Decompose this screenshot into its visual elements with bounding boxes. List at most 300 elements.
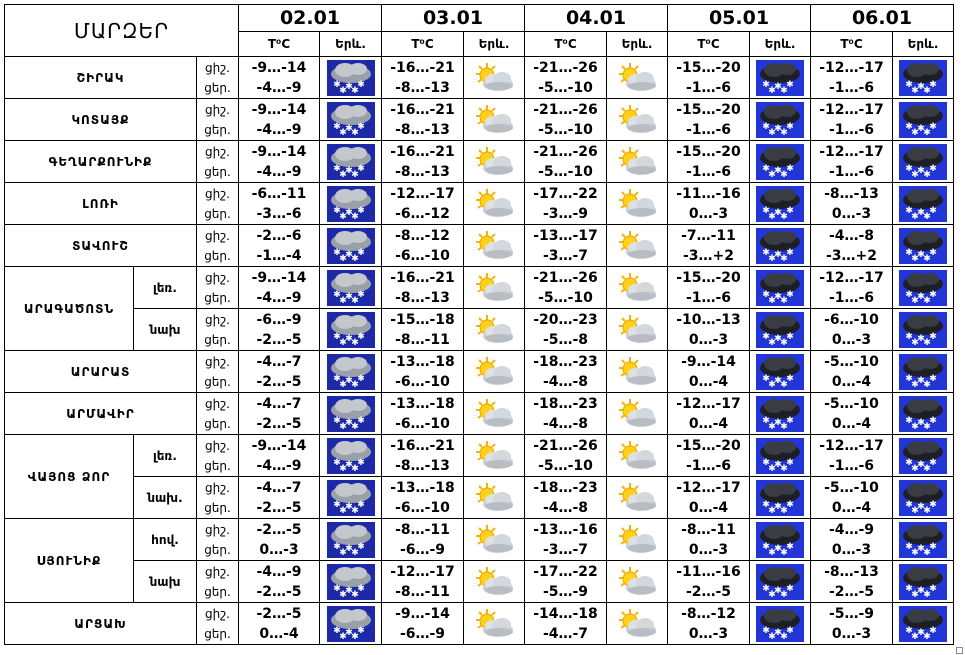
day-temperature: -4…-9 xyxy=(256,79,302,96)
weather-icon-cell xyxy=(464,561,525,603)
temperature-cell xyxy=(668,477,750,519)
night-temperature: -18…-23 xyxy=(533,479,598,496)
sun-cloud-icon xyxy=(472,481,516,515)
weather-icon-cell xyxy=(893,267,954,309)
region-name: ԿՈՏԱՅՔ xyxy=(5,99,197,141)
weather-icon-cell xyxy=(607,225,668,267)
weather-icon-cell xyxy=(320,57,382,99)
night-temperature: -21…-26 xyxy=(533,59,598,76)
svg-text:✱: ✱ xyxy=(929,373,937,384)
svg-text:✱: ✱ xyxy=(774,543,782,554)
svg-text:✱: ✱ xyxy=(350,169,359,180)
snow-cloud-icon xyxy=(327,396,375,432)
day-label: ցեր. xyxy=(204,458,231,473)
svg-text:✱: ✱ xyxy=(911,379,919,390)
dark-snow-cloud-icon xyxy=(899,186,947,222)
weather-icon-cell xyxy=(750,435,811,477)
svg-text:✱: ✱ xyxy=(929,205,937,216)
day-temperature: 0…-4 xyxy=(688,373,729,390)
svg-text:✱: ✱ xyxy=(332,289,341,300)
svg-text:✱: ✱ xyxy=(929,247,937,258)
svg-text:✱: ✱ xyxy=(338,421,347,432)
night-temperature: -2…-5 xyxy=(256,605,302,622)
day-temperature: -8…-13 xyxy=(395,289,450,306)
svg-text:✱: ✱ xyxy=(338,379,347,390)
night-temperature: -18…-23 xyxy=(533,395,598,412)
svg-text:✱: ✱ xyxy=(905,457,913,468)
temperature-cell xyxy=(382,309,464,351)
svg-text:✱: ✱ xyxy=(911,421,919,432)
svg-text:✱: ✱ xyxy=(338,547,347,558)
forecast-table xyxy=(4,4,954,645)
night-temperature: -7…-11 xyxy=(681,227,736,244)
temperature-cell xyxy=(525,435,607,477)
day-night-labels xyxy=(197,57,239,99)
svg-text:✱: ✱ xyxy=(762,121,770,132)
svg-text:✱: ✱ xyxy=(911,631,919,642)
temperature-cell xyxy=(239,141,320,183)
svg-text:✱: ✱ xyxy=(344,123,353,134)
svg-text:✱: ✱ xyxy=(786,79,794,90)
svg-text:✱: ✱ xyxy=(344,291,353,302)
night-label: ցիշ. xyxy=(204,522,230,537)
svg-text:✱: ✱ xyxy=(344,459,353,470)
table-row xyxy=(5,267,954,309)
svg-text:✱: ✱ xyxy=(356,331,365,342)
svg-text:✱: ✱ xyxy=(917,459,925,470)
dark-snow-cloud-icon xyxy=(899,228,947,264)
weather-icon-cell xyxy=(464,519,525,561)
night-temperature: -11…-16 xyxy=(676,563,741,580)
dark-snow-cloud-icon xyxy=(899,354,947,390)
svg-text:✱: ✱ xyxy=(911,211,919,222)
temperature-cell xyxy=(811,603,893,645)
snow-cloud-icon xyxy=(327,354,375,390)
table-row xyxy=(5,225,954,267)
dark-snow-cloud-icon xyxy=(756,60,804,96)
svg-text:✱: ✱ xyxy=(344,627,353,638)
night-temperature: -12…-17 xyxy=(676,479,741,496)
weather-icon-cell xyxy=(893,351,954,393)
svg-text:✱: ✱ xyxy=(774,333,782,344)
day-night-labels xyxy=(197,519,239,561)
day-temperature: -4…-7 xyxy=(542,625,589,642)
svg-text:✱: ✱ xyxy=(780,589,788,600)
svg-text:✱: ✱ xyxy=(356,163,365,174)
temperature-cell xyxy=(811,225,893,267)
svg-text:✱: ✱ xyxy=(762,163,770,174)
dark-snow-cloud-icon xyxy=(899,480,947,516)
svg-text:✱: ✱ xyxy=(917,207,925,218)
night-temperature: -9…-14 xyxy=(395,605,450,622)
weather-icon-cell xyxy=(320,99,382,141)
svg-text:✱: ✱ xyxy=(762,625,770,636)
svg-text:✱: ✱ xyxy=(332,415,341,426)
svg-text:✱: ✱ xyxy=(929,79,937,90)
svg-text:✱: ✱ xyxy=(762,457,770,468)
night-temperature: -8…-13 xyxy=(824,563,879,580)
svg-text:✱: ✱ xyxy=(917,627,925,638)
phenomenon-header: Երև. xyxy=(607,32,668,57)
temperature-cell xyxy=(811,393,893,435)
day-temperature: 0…-3 xyxy=(831,625,872,642)
sun-cloud-icon xyxy=(472,271,516,305)
temperature-cell xyxy=(239,267,320,309)
day-label: ցեր. xyxy=(204,80,231,95)
snow-cloud-icon xyxy=(327,102,375,138)
svg-text:✱: ✱ xyxy=(350,463,359,474)
temperature-cell xyxy=(525,603,607,645)
svg-text:✱: ✱ xyxy=(774,459,782,470)
dark-snow-cloud-icon xyxy=(899,102,947,138)
day-temperature: -8…-11 xyxy=(395,583,450,600)
svg-text:✱: ✱ xyxy=(344,375,353,386)
svg-text:✱: ✱ xyxy=(774,501,782,512)
day-temperature: -2…-5 xyxy=(256,499,302,516)
weather-icon-cell xyxy=(750,351,811,393)
sun-cloud-icon xyxy=(472,523,516,557)
night-temperature: -18…-23 xyxy=(533,353,598,370)
sun-cloud-icon xyxy=(615,313,659,347)
temperature-cell xyxy=(668,603,750,645)
dark-snow-cloud-icon xyxy=(899,60,947,96)
svg-text:✱: ✱ xyxy=(929,163,937,174)
svg-text:✱: ✱ xyxy=(344,501,353,512)
region-name: ԱՐԱԳԱԾՈՏՆ xyxy=(5,267,134,351)
weather-icon-cell xyxy=(750,99,811,141)
svg-text:✱: ✱ xyxy=(350,589,359,600)
night-label: ցիշ. xyxy=(204,480,230,495)
svg-text:✱: ✱ xyxy=(762,583,770,594)
region-name: ՎԱՅՈՑ ՁՈՐ xyxy=(5,435,134,519)
temperature-cell xyxy=(382,351,464,393)
svg-text:✱: ✱ xyxy=(356,289,365,300)
night-temperature: -12…-17 xyxy=(676,395,741,412)
day-temperature: -1…-6 xyxy=(828,457,875,474)
svg-text:✱: ✱ xyxy=(917,123,925,134)
svg-text:✱: ✱ xyxy=(338,631,347,642)
temperature-cell xyxy=(239,603,320,645)
temperature-cell xyxy=(525,141,607,183)
night-temperature: -9…-14 xyxy=(251,101,307,118)
svg-text:✱: ✱ xyxy=(338,589,347,600)
sun-cloud-icon xyxy=(472,565,516,599)
svg-text:✱: ✱ xyxy=(332,583,341,594)
night-temperature: -8…-11 xyxy=(681,521,736,538)
night-temperature: -13…-18 xyxy=(390,479,455,496)
day-label: ցեր. xyxy=(204,248,231,263)
dark-snow-cloud-icon xyxy=(899,606,947,642)
weather-icon-cell xyxy=(464,393,525,435)
day-night-labels xyxy=(197,141,239,183)
svg-text:✱: ✱ xyxy=(774,165,782,176)
resize-handle[interactable] xyxy=(956,647,963,654)
svg-text:✱: ✱ xyxy=(780,547,788,558)
subregion-name: լեռ. xyxy=(134,267,197,309)
weather-icon-cell xyxy=(750,183,811,225)
temperature-cell xyxy=(811,267,893,309)
weather-icon-cell xyxy=(607,477,668,519)
night-temperature: -15…-20 xyxy=(676,101,741,118)
weather-icon-cell xyxy=(607,603,668,645)
svg-text:✱: ✱ xyxy=(780,253,788,264)
sun-cloud-icon xyxy=(615,565,659,599)
sun-cloud-icon xyxy=(472,439,516,473)
svg-text:✱: ✱ xyxy=(786,541,794,552)
day-temperature: 0…-3 xyxy=(688,205,729,222)
dark-snow-cloud-icon xyxy=(899,270,947,306)
weather-icon-cell xyxy=(893,393,954,435)
night-label: ցիշ. xyxy=(204,312,230,327)
weather-icon-cell xyxy=(464,57,525,99)
night-temperature: -16…-21 xyxy=(390,269,455,286)
sun-cloud-icon xyxy=(472,355,516,389)
svg-text:✱: ✱ xyxy=(786,373,794,384)
svg-text:✱: ✱ xyxy=(332,457,341,468)
svg-text:✱: ✱ xyxy=(762,289,770,300)
svg-text:✱: ✱ xyxy=(780,85,788,96)
svg-text:✱: ✱ xyxy=(911,547,919,558)
dark-snow-cloud-icon xyxy=(756,270,804,306)
night-temperature: -12…-17 xyxy=(819,59,884,76)
dark-snow-cloud-icon xyxy=(756,186,804,222)
weather-icon-cell xyxy=(893,225,954,267)
svg-text:✱: ✱ xyxy=(344,417,353,428)
night-temperature: -12…-17 xyxy=(390,563,455,580)
dark-snow-cloud-icon xyxy=(756,480,804,516)
weather-icon-cell xyxy=(464,603,525,645)
svg-text:✱: ✱ xyxy=(338,295,347,306)
day-temperature: -1…-6 xyxy=(828,163,875,180)
temperature-cell xyxy=(668,141,750,183)
snow-cloud-icon xyxy=(327,144,375,180)
subregion-name: հով. xyxy=(134,519,197,561)
weather-icon-cell xyxy=(607,561,668,603)
svg-text:✱: ✱ xyxy=(762,331,770,342)
region-name: ԼՈՌԻ xyxy=(5,183,197,225)
dark-snow-cloud-icon xyxy=(756,312,804,348)
weather-icon-cell xyxy=(893,99,954,141)
svg-text:✱: ✱ xyxy=(768,85,776,96)
svg-text:✱: ✱ xyxy=(768,379,776,390)
night-temperature: -2…-6 xyxy=(256,227,302,244)
snow-cloud-icon xyxy=(327,480,375,516)
day-temperature: -4…-9 xyxy=(256,163,302,180)
subregion-name: նախ xyxy=(134,309,197,351)
weather-icon-cell xyxy=(320,603,382,645)
svg-text:✱: ✱ xyxy=(774,291,782,302)
svg-text:✱: ✱ xyxy=(905,415,913,426)
temperature-cell xyxy=(382,561,464,603)
svg-text:✱: ✱ xyxy=(344,207,353,218)
night-temperature: -8…-11 xyxy=(395,521,450,538)
day-temperature: 0…-3 xyxy=(688,625,729,642)
weather-icon-cell xyxy=(320,393,382,435)
day-temperature: -4…-9 xyxy=(256,121,302,138)
sun-cloud-icon xyxy=(472,145,516,179)
day-temperature: -1…-6 xyxy=(828,289,875,306)
temperature-cell xyxy=(382,225,464,267)
temperature-cell xyxy=(239,225,320,267)
weather-icon-cell xyxy=(320,309,382,351)
weather-icon-cell xyxy=(464,141,525,183)
night-temperature: -4…-8 xyxy=(828,227,875,244)
day-label: ցեր. xyxy=(204,332,231,347)
temperature-cell xyxy=(811,351,893,393)
dark-snow-cloud-icon xyxy=(756,396,804,432)
svg-text:✱: ✱ xyxy=(768,505,776,516)
svg-text:✱: ✱ xyxy=(332,205,341,216)
dark-snow-cloud-icon xyxy=(756,102,804,138)
sun-cloud-icon xyxy=(615,61,659,95)
svg-text:✱: ✱ xyxy=(917,165,925,176)
svg-text:✱: ✱ xyxy=(905,373,913,384)
svg-text:✱: ✱ xyxy=(338,337,347,348)
weather-icon-cell xyxy=(607,57,668,99)
night-temperature: -8…-13 xyxy=(824,185,879,202)
night-label: ցիշ. xyxy=(204,60,230,75)
weather-icon-cell xyxy=(464,99,525,141)
dark-snow-cloud-icon xyxy=(899,144,947,180)
sun-cloud-icon xyxy=(472,103,516,137)
temperature-cell xyxy=(382,519,464,561)
dark-snow-cloud-icon xyxy=(899,438,947,474)
day-temperature: 0…-4 xyxy=(831,499,872,516)
svg-text:✱: ✱ xyxy=(356,205,365,216)
svg-text:✱: ✱ xyxy=(917,585,925,596)
sun-cloud-icon xyxy=(615,523,659,557)
svg-text:✱: ✱ xyxy=(768,421,776,432)
svg-text:✱: ✱ xyxy=(911,295,919,306)
weather-icon-cell xyxy=(750,519,811,561)
temperature-cell xyxy=(668,99,750,141)
sun-cloud-icon xyxy=(615,103,659,137)
day-label: ցեր. xyxy=(204,584,231,599)
night-temperature: -9…-14 xyxy=(251,143,307,160)
weather-icon-cell xyxy=(464,267,525,309)
svg-text:✱: ✱ xyxy=(356,247,365,258)
svg-text:✱: ✱ xyxy=(929,415,937,426)
svg-text:✱: ✱ xyxy=(768,253,776,264)
region-name: ԳԵՂԱՐՔՈՒՆԻՔ xyxy=(5,141,197,183)
svg-text:✱: ✱ xyxy=(344,165,353,176)
night-temperature: -6…-11 xyxy=(251,185,307,202)
svg-text:✱: ✱ xyxy=(350,421,359,432)
weather-icon-cell xyxy=(320,267,382,309)
day-temperature: -8…-11 xyxy=(395,331,450,348)
weather-icon-cell xyxy=(893,477,954,519)
dark-snow-cloud-icon xyxy=(756,438,804,474)
temperature-cell xyxy=(525,519,607,561)
weather-icon-cell xyxy=(750,309,811,351)
night-label: ցիշ. xyxy=(204,564,230,579)
day-temperature: -5…-10 xyxy=(538,79,593,96)
svg-text:✱: ✱ xyxy=(911,127,919,138)
date-header: 04.01 xyxy=(525,5,668,32)
region-name: ԱՐԱՐԱՏ xyxy=(5,351,197,393)
weather-icon-cell xyxy=(750,141,811,183)
svg-text:✱: ✱ xyxy=(338,253,347,264)
day-temperature: 0…-4 xyxy=(831,415,872,432)
svg-text:✱: ✱ xyxy=(905,289,913,300)
day-temperature: -2…-5 xyxy=(256,331,302,348)
day-temperature: 0…-3 xyxy=(688,331,729,348)
night-temperature: -13…-18 xyxy=(390,353,455,370)
temperature-cell xyxy=(668,309,750,351)
svg-text:✱: ✱ xyxy=(356,541,365,552)
sun-cloud-icon xyxy=(472,187,516,221)
svg-text:✱: ✱ xyxy=(350,127,359,138)
svg-text:✱: ✱ xyxy=(911,505,919,516)
night-temperature: -4…-9 xyxy=(256,563,302,580)
svg-text:✱: ✱ xyxy=(929,625,937,636)
night-temperature: -12…-17 xyxy=(819,269,884,286)
sun-cloud-icon xyxy=(472,229,516,263)
night-label: ցիշ. xyxy=(204,144,230,159)
phenomenon-header: Երև. xyxy=(320,32,382,57)
svg-text:✱: ✱ xyxy=(344,333,353,344)
temperature-header: T⁰C xyxy=(668,32,750,57)
svg-text:✱: ✱ xyxy=(774,585,782,596)
night-temperature: -14…-18 xyxy=(533,605,598,622)
phenomenon-header: Երև. xyxy=(750,32,811,57)
snow-cloud-icon xyxy=(327,270,375,306)
date-header: 03.01 xyxy=(382,5,525,32)
temperature-cell xyxy=(382,477,464,519)
svg-text:✱: ✱ xyxy=(923,295,931,306)
subregion-name: նախ. xyxy=(134,477,197,519)
svg-text:✱: ✱ xyxy=(929,499,937,510)
weather-icon-cell xyxy=(893,57,954,99)
day-temperature: -5…-10 xyxy=(538,289,593,306)
table-row xyxy=(5,141,954,183)
temperature-cell xyxy=(382,183,464,225)
svg-text:✱: ✱ xyxy=(780,505,788,516)
svg-text:✱: ✱ xyxy=(332,121,341,132)
night-temperature: -21…-26 xyxy=(533,143,598,160)
weather-icon-cell xyxy=(893,309,954,351)
temperature-cell xyxy=(239,309,320,351)
night-label: ցիշ. xyxy=(204,606,230,621)
svg-text:✱: ✱ xyxy=(786,205,794,216)
temperature-cell xyxy=(525,393,607,435)
weather-icon-cell xyxy=(464,183,525,225)
svg-text:✱: ✱ xyxy=(786,163,794,174)
dark-snow-cloud-icon xyxy=(899,564,947,600)
svg-text:✱: ✱ xyxy=(774,81,782,92)
night-temperature: -6…-10 xyxy=(824,311,879,328)
temperature-cell xyxy=(811,561,893,603)
svg-text:✱: ✱ xyxy=(768,631,776,642)
temperature-cell xyxy=(525,351,607,393)
snow-cloud-icon xyxy=(327,522,375,558)
night-temperature: -13…-18 xyxy=(390,395,455,412)
night-temperature: -15…-20 xyxy=(676,437,741,454)
night-temperature: -21…-26 xyxy=(533,269,598,286)
table-row xyxy=(5,309,954,351)
svg-text:✱: ✱ xyxy=(344,249,353,260)
temperature-cell xyxy=(382,435,464,477)
svg-text:✱: ✱ xyxy=(786,625,794,636)
svg-text:✱: ✱ xyxy=(917,291,925,302)
svg-text:✱: ✱ xyxy=(923,85,931,96)
day-label: ցեր. xyxy=(204,416,231,431)
weather-icon-cell xyxy=(750,561,811,603)
svg-text:✱: ✱ xyxy=(917,333,925,344)
svg-text:✱: ✱ xyxy=(762,415,770,426)
table-row xyxy=(5,57,954,99)
region-name: ՇԻՐԱԿ xyxy=(5,57,197,99)
